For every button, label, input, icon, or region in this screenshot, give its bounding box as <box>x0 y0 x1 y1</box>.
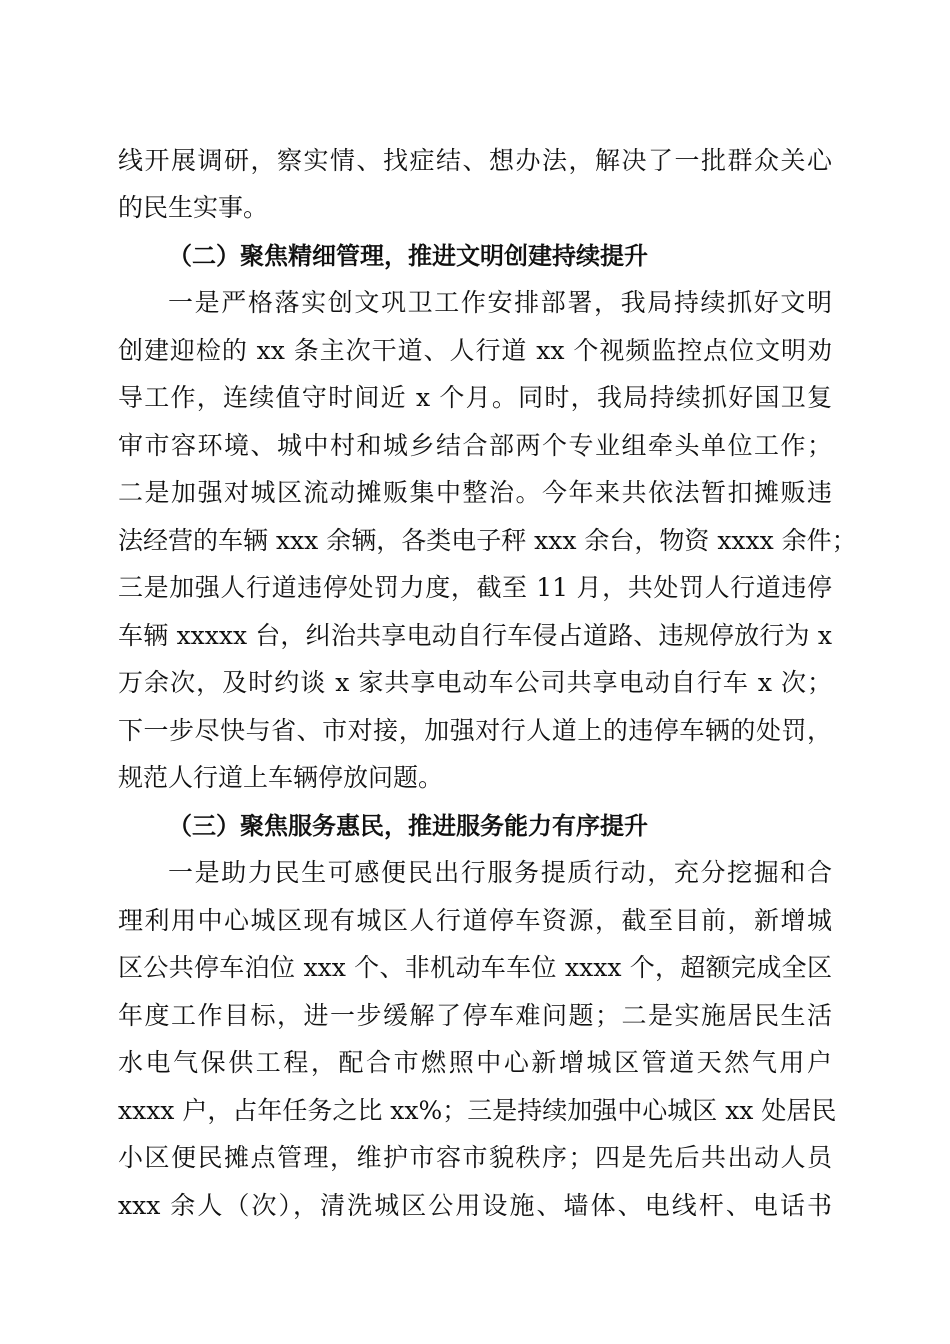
paragraph-line: 小区便民摊点管理，维护市容市貌秩序；四是先后共出动人员 <box>118 1143 832 1172</box>
paragraph-line: 水电气保供工程，配合市燃照中心新增城区管道天然气用户 <box>118 1048 832 1077</box>
paragraph-line: 下一步尽快与省、市对接，加强对行人道上的违停车辆的处罚， <box>118 716 832 745</box>
paragraph-line: 一是严格落实创文巩卫工作安排部署，我局持续抓好文明 <box>168 288 832 317</box>
paragraph-line: 区公共停车泊位 xxx 个、非机动车车位 xxxx 个，超额完成全区 <box>118 953 832 982</box>
paragraph-line: 的民生实事。 <box>118 193 269 222</box>
paragraph-line: 创建迎检的 xx 条主次干道、人行道 xx 个视频监控点位文明劝 <box>118 336 832 365</box>
paragraph-line: 法经营的车辆 xxx 余辆，各类电子秤 xxx 余台，物资 xxxx 余件； <box>118 526 857 555</box>
paragraph-line: 一是助力民生可感便民出行服务提质行动，充分挖掘和合 <box>168 858 832 887</box>
section-heading-2: （二）聚焦精细管理，推进文明创建持续提升 <box>168 242 648 270</box>
paragraph-line: 三是加强人行道违停处罚力度，截至 11 月，共处罚人行道违停 <box>118 573 832 602</box>
paragraph-line: 线开展调研，察实情、找症结、想办法，解决了一批群众关心 <box>118 146 832 175</box>
section-heading-3: （三）聚焦服务惠民，推进服务能力有序提升 <box>168 812 648 840</box>
paragraph-line: 理利用中心城区现有城区人行道停车资源，截至目前，新增城 <box>118 906 832 935</box>
paragraph-line: 规范人行道上车辆停放问题。 <box>118 763 444 792</box>
paragraph-line: 年度工作目标，进一步缓解了停车难问题；二是实施居民生活 <box>118 1001 832 1030</box>
paragraph-line: 万余次，及时约谈 x 家共享电动车公司共享电动自行车 x 次； <box>118 668 832 697</box>
paragraph-line: 导工作，连续值守时间近 x 个月。同时，我局持续抓好国卫复 <box>118 383 832 412</box>
paragraph-line: xxx 余人（次），清洗城区公用设施、墙体、电线杆、电话书 <box>118 1191 832 1220</box>
paragraph-line: xxxx 户，占年任务之比 xx%；三是持续加强中心城区 xx 处居民 <box>118 1096 837 1125</box>
paragraph-line: 二是加强对城区流动摊贩集中整治。今年来共依法暂扣摊贩违 <box>118 478 832 507</box>
paragraph-line: 车辆 xxxxx 台，纠治共享电动自行车侵占道路、违规停放行为 x <box>118 621 832 650</box>
paragraph-line: 审市容环境、城中村和城乡结合部两个专业组牵头单位工作； <box>118 431 832 460</box>
